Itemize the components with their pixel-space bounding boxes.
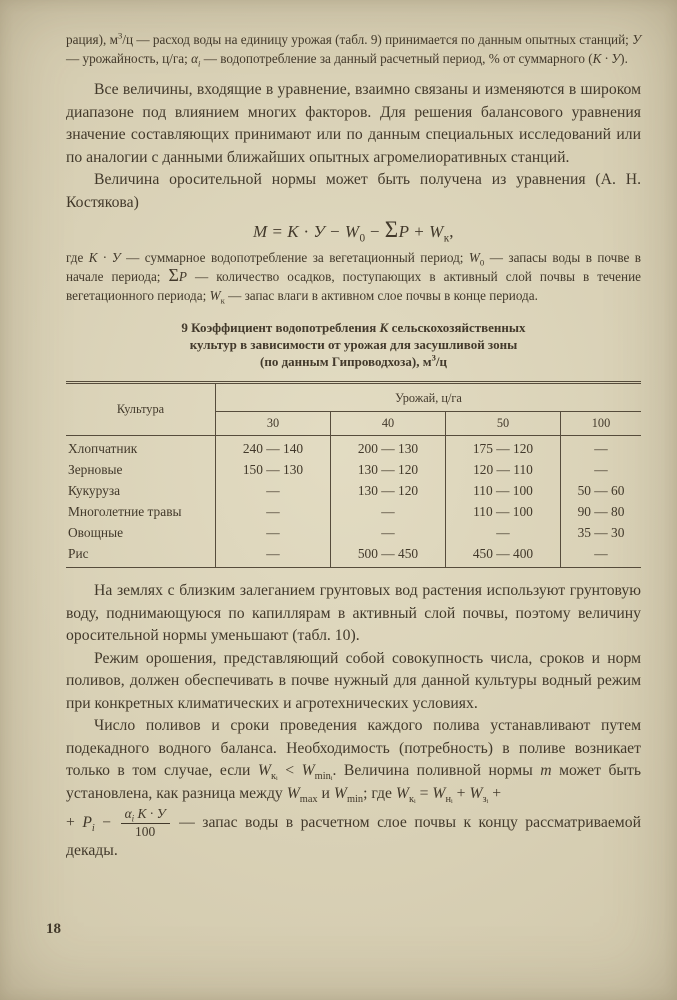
kostyakov-equation: $М = К \cdot У - W_0 - \Sigma P + W_к$, <box>253 217 454 245</box>
value-cell: — <box>446 523 561 544</box>
value-cell: — <box>594 546 608 561</box>
table-caption <box>101 319 607 370</box>
value-cell: — <box>594 441 608 456</box>
value-cell: — <box>216 544 331 568</box>
fraction-denominator: 100 <box>135 823 156 839</box>
value-cell: 110 — 100 <box>446 481 561 502</box>
table-row <box>66 481 641 502</box>
value-cell: — <box>331 523 446 544</box>
value-cell: 120 — 110 <box>446 460 561 481</box>
table-caption-line-3: (по данным Гипроводхоза), $м^3/ц$ <box>260 352 447 369</box>
value-cell: 150 — 130 <box>216 460 331 481</box>
yield-column-header: 40 <box>331 412 446 436</box>
text-column <box>66 30 641 862</box>
fraction-numerator: $\alpha_i$ К · У <box>121 807 170 824</box>
value-cell: — <box>594 462 608 477</box>
paragraph-irrigation-regime: Режим орошения, представляющий собой совокупность числа, сроков и норм поливов, должен обеспечивать в почве нужный для данной культуры водный режим при конкретных климатических и агротехнических условиях. <box>66 649 641 712</box>
culture-cell: Многолетние травы <box>66 502 216 523</box>
value-cell: 130 — 120 <box>331 460 446 481</box>
value-cell: 110 — 100 <box>446 502 561 523</box>
equation-legend: где К · У — суммарное водопотребление за вегетационный период; $W_0$ — запасы воды в почве в начале периода; ΣP — количество осадков, поступающих в активный слой почвы в течение вегетационного периода; $W_к$ — запас влаги в активном слое почвы в конце периода. <box>66 250 642 306</box>
paragraph-groundwater: На землях с близким залеганием грунтовых вод растения используют грунтовую воду, поднимающуюся по капиллярам в активный слой почвы, поэтому величину оросительной нормы уменьшают (табл. 10). <box>66 582 641 644</box>
value-cell: 90 — 80 <box>577 504 625 519</box>
value-cell: — <box>216 523 331 544</box>
yield-column-header: 100 <box>561 412 642 436</box>
yield-coefficient-table <box>66 381 641 568</box>
culture-cell: Зерновые <box>66 460 216 481</box>
yield-column-header: 30 <box>216 412 331 436</box>
column-header-culture: Культура <box>66 383 216 436</box>
table-caption-line-1: 9 Коэффициент водопотребления К сельскохозяйственных <box>181 320 526 335</box>
value-cell: 240 — 140 <box>216 436 331 460</box>
paragraph-equation-values: Все величины, входящие в уравнение, взаимно связаны и изменяются в широком диапазоне под влиянием многих факторов. Для решения балансового уравнения значение составляющих принимают или по данным специальных исследований или по аналогии с данными ближайших опытных агромелиоративных станций. <box>66 81 641 166</box>
table-row <box>66 502 641 523</box>
yield-column-header: 50 <box>446 412 561 436</box>
value-cell: 175 — 120 <box>446 436 561 460</box>
value-cell: 35 — 30 <box>577 525 625 540</box>
culture-cell: Овощные <box>66 523 216 544</box>
column-group-header-yield: Урожай, ц/га <box>216 383 642 412</box>
fraction-tail: — запас воды в расчетном слое почвы к концу рассматриваемой декады. <box>66 813 641 859</box>
table-caption-line-2: культур в зависимости от урожая для засушливой зоны <box>189 337 518 352</box>
fraction-paragraph <box>66 807 641 862</box>
value-cell: 50 — 60 <box>577 483 625 498</box>
value-cell: 450 — 400 <box>446 544 561 568</box>
page-number: 18 <box>46 921 61 937</box>
culture-cell: Рис <box>66 544 216 568</box>
table-row <box>66 523 641 544</box>
value-cell: 200 — 130 <box>331 436 446 460</box>
table-row <box>66 460 641 481</box>
culture-cell: Хлопчатник <box>66 436 216 460</box>
value-cell: 130 — 120 <box>331 481 446 502</box>
fraction-lead: + $P_i$ − <box>66 813 119 835</box>
value-cell: 500 — 450 <box>331 544 446 568</box>
paragraph-irrigation-norm: Величина оросительной нормы может быть получена из уравнения (А. Н. Костякова) <box>66 171 641 211</box>
continuation-paragraph: рация), $м^3/ц$ — расход воды на единицу урожая (табл. 9) принимается по данным опытных станций; У — урожайность, ц/га; $\alpha_i$ — водопотребление за данный расчетный период, % от суммарного (К · У). <box>66 30 641 69</box>
table-row <box>66 436 641 460</box>
value-cell: — <box>216 502 331 523</box>
value-cell: — <box>216 481 331 502</box>
table-row <box>66 544 641 568</box>
paragraph-watering-count: Число поливов и сроки проведения каждого полива устанавливают путем подекадного водного баланса. Необходимость (потребность) в поливе возникает только в том случае, если $W_{кᵢ} < W_{minᵢ}$. Величина поливной нормы m может быть установлена, как разница между $W_{max}$ и $W_{min}$; где $W_{кᵢ} = W_{нᵢ} + W_{зᵢ}$ + <box>66 717 641 805</box>
fraction <box>121 807 170 840</box>
culture-cell: Кукуруза <box>66 481 216 502</box>
value-cell: — <box>331 502 446 523</box>
